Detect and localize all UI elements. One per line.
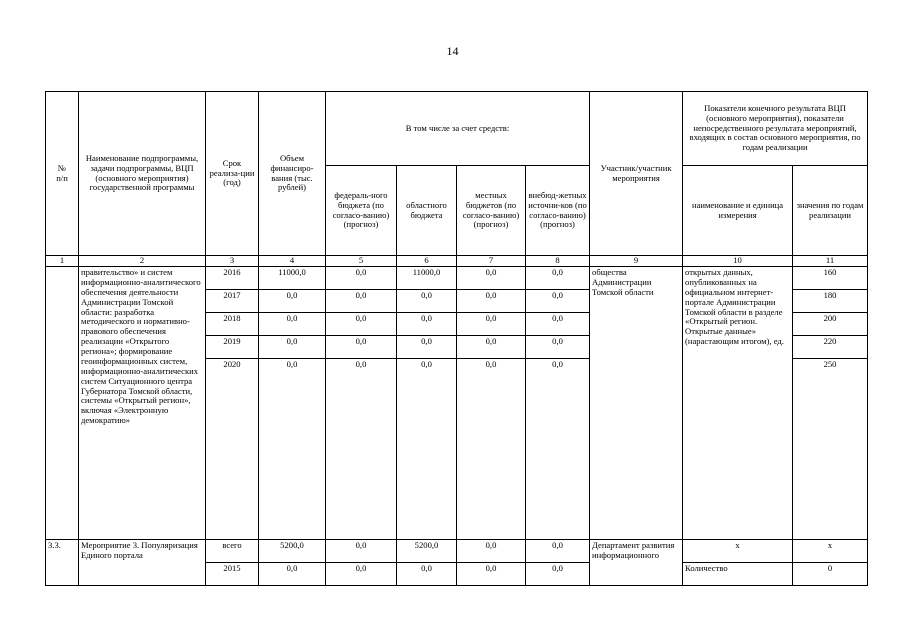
header-extra: внебюд-жетных источни-ков (по согласо-ванию) (прогноз) bbox=[526, 166, 590, 256]
row-extra: 0,0 bbox=[526, 359, 590, 540]
row-federal: 0,0 bbox=[326, 359, 397, 540]
column-number: 10 bbox=[683, 256, 793, 267]
column-number: 8 bbox=[526, 256, 590, 267]
row-indicator-name: открытых данных, опубликованных на официальном интернет-портале Администрации Томской области в разделе «Открытый регион. Открытые данные» (нарастающим итогом), ед. bbox=[683, 267, 793, 540]
column-number: 2 bbox=[79, 256, 206, 267]
header-num: № п/п bbox=[46, 92, 79, 256]
column-number: 9 bbox=[590, 256, 683, 267]
row-extra: 0,0 bbox=[526, 563, 590, 586]
row-year: 2017 bbox=[206, 290, 259, 313]
program-financing-table bbox=[45, 91, 868, 586]
column-number: 11 bbox=[793, 256, 868, 267]
header-volume: Объем финансиро-вания (тыс. рублей) bbox=[259, 92, 326, 256]
row-local: 0,0 bbox=[457, 563, 526, 586]
row-indicator-value: 180 bbox=[793, 290, 868, 313]
header-indicator-name: наименование и единица измерения bbox=[683, 166, 793, 256]
row-federal: 0,0 bbox=[326, 540, 397, 563]
row-indicator-value: x bbox=[793, 540, 868, 563]
column-number: 3 bbox=[206, 256, 259, 267]
row-year: всего bbox=[206, 540, 259, 563]
row-local: 0,0 bbox=[457, 313, 526, 336]
row-volume: 5200,0 bbox=[259, 540, 326, 563]
row-num: 3.3. bbox=[46, 540, 79, 586]
row-year: 2020 bbox=[206, 359, 259, 540]
row-indicator-value: 250 bbox=[793, 359, 868, 540]
header-sources-group: В том числе за счет средств: bbox=[326, 92, 590, 166]
row-indicator-name: Количество bbox=[683, 563, 793, 586]
row-regional: 0,0 bbox=[397, 359, 457, 540]
column-number: 6 bbox=[397, 256, 457, 267]
row-extra: 0,0 bbox=[526, 313, 590, 336]
row-name: Мероприятие 3. Популяризация Единого портала bbox=[79, 540, 206, 586]
row-indicator-value: 200 bbox=[793, 313, 868, 336]
row-name: правительство» и систем информационно-аналитического обеспечения деятельности Администрации Томской области: разработка методического и нормативно-правового обеспечения реализации «Открытого региона»; формирование геоинформационных систем, информационно-аналитических систем Ситуационного центра Губернатора Томской области, системы «Открытый регион», включая «Электронную демократию» bbox=[79, 267, 206, 540]
column-number: 1 bbox=[46, 256, 79, 267]
header-name: Наименование подпрограммы, задачи подпрограммы, ВЦП (основного мероприятия) государственной программы bbox=[79, 92, 206, 256]
row-regional: 0,0 bbox=[397, 313, 457, 336]
header-participant: Участник/участник мероприятия bbox=[590, 92, 683, 256]
row-federal: 0,0 bbox=[326, 336, 397, 359]
row-volume: 11000,0 bbox=[259, 267, 326, 290]
header-indicator-values: значения по годам реализации bbox=[793, 166, 868, 256]
row-extra: 0,0 bbox=[526, 267, 590, 290]
row-regional: 0,0 bbox=[397, 336, 457, 359]
row-regional: 11000,0 bbox=[397, 267, 457, 290]
row-participant: общества Администрации Томской области bbox=[590, 267, 683, 540]
row-indicator-name: x bbox=[683, 540, 793, 563]
row-volume: 0,0 bbox=[259, 313, 326, 336]
column-number: 4 bbox=[259, 256, 326, 267]
row-extra: 0,0 bbox=[526, 290, 590, 313]
row-volume: 0,0 bbox=[259, 359, 326, 540]
row-year: 2016 bbox=[206, 267, 259, 290]
row-volume: 0,0 bbox=[259, 290, 326, 313]
row-extra: 0,0 bbox=[526, 336, 590, 359]
table-row bbox=[46, 267, 868, 290]
row-year: 2015 bbox=[206, 563, 259, 586]
row-federal: 0,0 bbox=[326, 563, 397, 586]
row-extra: 0,0 bbox=[526, 540, 590, 563]
table-row bbox=[46, 540, 868, 563]
column-number: 5 bbox=[326, 256, 397, 267]
row-volume: 0,0 bbox=[259, 336, 326, 359]
header-regional: областного бюджета bbox=[397, 166, 457, 256]
row-federal: 0,0 bbox=[326, 267, 397, 290]
row-federal: 0,0 bbox=[326, 290, 397, 313]
row-local: 0,0 bbox=[457, 540, 526, 563]
row-regional: 0,0 bbox=[397, 290, 457, 313]
header-indicators-group: Показатели конечного результата ВЦП (основного мероприятия), показатели непосредственного результата мероприятий, входящих в состав основного мероприятия, по годам реализации bbox=[683, 92, 868, 166]
row-indicator-value: 160 bbox=[793, 267, 868, 290]
column-number: 7 bbox=[457, 256, 526, 267]
row-participant: Департамент развития информационного bbox=[590, 540, 683, 586]
row-year: 2018 bbox=[206, 313, 259, 336]
row-year: 2019 bbox=[206, 336, 259, 359]
row-volume: 0,0 bbox=[259, 563, 326, 586]
row-federal: 0,0 bbox=[326, 313, 397, 336]
column-numbers-row bbox=[46, 256, 868, 267]
row-regional: 5200,0 bbox=[397, 540, 457, 563]
row-regional: 0,0 bbox=[397, 563, 457, 586]
header-federal: федераль-ного бюджета (по согласо-ванию) (прогноз) bbox=[326, 166, 397, 256]
row-local: 0,0 bbox=[457, 359, 526, 540]
row-indicator-value: 220 bbox=[793, 336, 868, 359]
row-local: 0,0 bbox=[457, 267, 526, 290]
header-term: Срок реализа-ции (год) bbox=[206, 92, 259, 256]
row-num bbox=[46, 267, 79, 540]
header-local: местных бюджетов (по согласо-ванию) (прогноз) bbox=[457, 166, 526, 256]
row-local: 0,0 bbox=[457, 290, 526, 313]
row-indicator-value: 0 bbox=[793, 563, 868, 586]
page-number: 14 bbox=[446, 44, 459, 58]
row-local: 0,0 bbox=[457, 336, 526, 359]
